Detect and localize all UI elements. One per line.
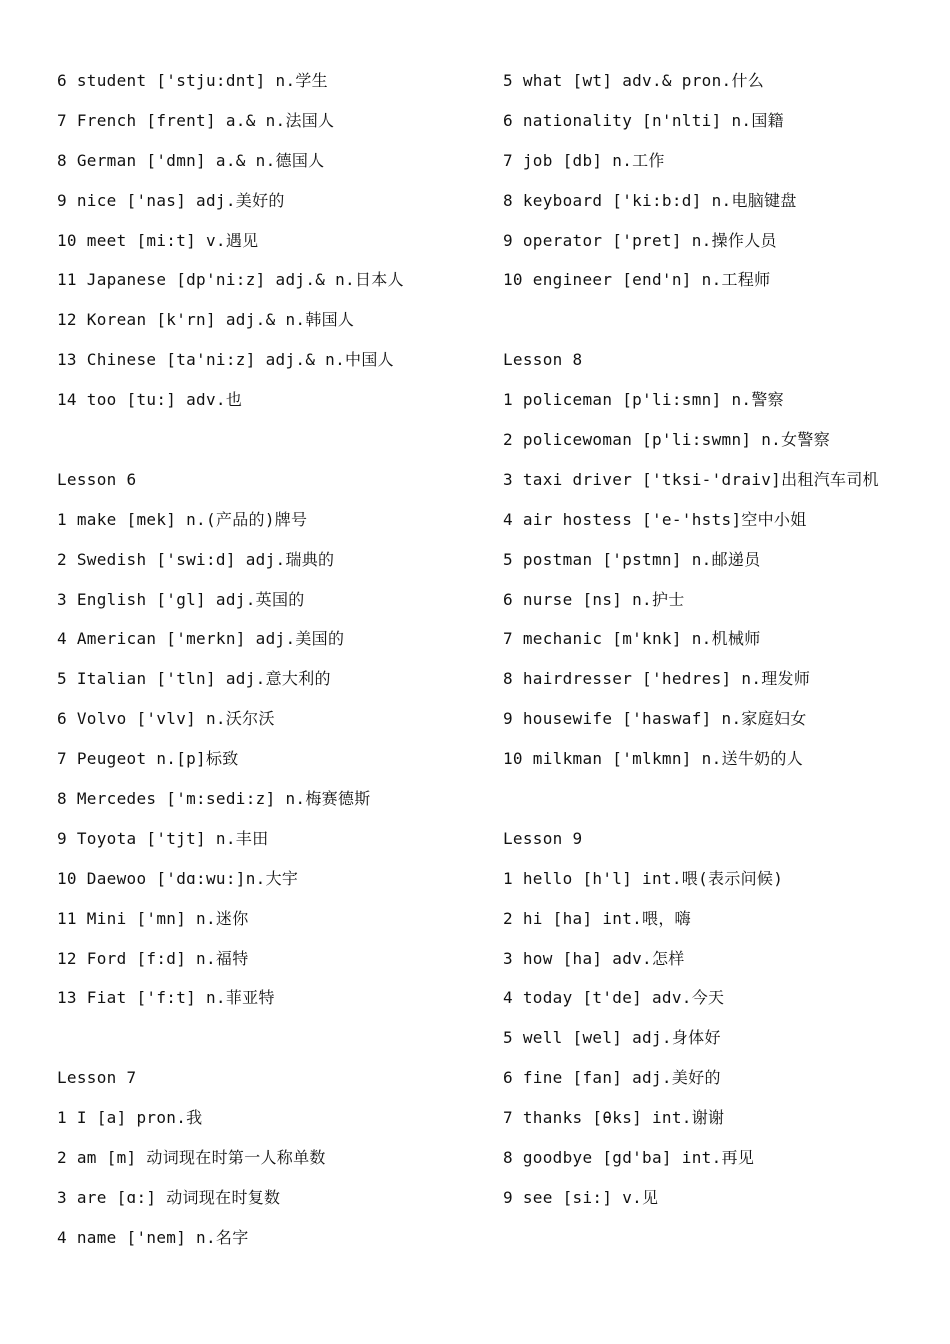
vocab-entry: 1 I [a] pron.我 [57,1108,203,1128]
vocab-entry: 6 student ['stju:dnt] n.学生 [57,71,328,90]
vocab-entry: 5 Italian ['tln] adj.意大利的 [57,669,331,689]
vocab-entry: 9 nice ['nas] adj.美好的 [57,190,285,210]
lesson-heading: Lesson 9 [503,828,583,848]
vocab-entry: 8 keyboard ['ki:b:d] n.电脑键盘 [503,190,797,210]
blank-line [57,425,477,465]
vocab-entry: 7 mechanic [m'knk] n.机械师 [503,629,761,649]
vocab-entry: 6 nationality [n'nlti] n.国籍 [503,110,784,130]
vocab-entry: 10 meet [mi:t] v.遇见 [57,230,259,250]
vocab-entry: 14 too [tu:] adv.也 [57,390,243,410]
vocab-entry: 8 goodbye [gd'ba] int.再见 [503,1148,755,1168]
vocab-entry: 6 fine [fan] adj.美好的 [503,1068,721,1088]
vocab-entry: 6 nurse [ns] n.护士 [503,589,685,609]
vocab-entry: 13 Chinese [ta'ni:z] adj.& n.中国人 [57,350,394,370]
vocab-entry: 9 operator ['pret] n.操作人员 [503,230,777,250]
vocab-entry: 2 Swedish ['swi:d] adj.瑞典的 [57,549,335,569]
vocab-entry: 3 how [ha] adv.怎样 [503,948,685,968]
vocab-entry: 3 English ['gl] adj.英国的 [57,589,305,609]
lesson-heading: Lesson 7 [57,1068,137,1088]
lesson-heading: Lesson 6 [57,469,137,489]
vocab-entry: 7 job [db] n.工作 [503,150,665,170]
vocab-entry: 9 see [si:] v.见 [503,1187,659,1207]
vocab-entry: 1 policeman [p'li:smn] n.警察 [503,390,784,410]
vocab-entry: 13 Fiat ['f:t] n.菲亚特 [57,988,275,1008]
vocab-entry: 12 Ford [f:d] n.福特 [57,948,249,968]
blank-line [57,1023,477,1063]
vocab-entry: 10 engineer [end'n] n.工程师 [503,270,771,290]
vocab-entry: 6 Volvo ['vlv] n.沃尔沃 [57,709,275,729]
vocab-entry: 1 make [mek] n.(产品的)牌号 [57,509,308,529]
vocab-entry: 4 air hostess ['e-'hsts]空中小姐 [503,509,807,529]
vocab-entry: 8 hairdresser ['hedres] n.理发师 [503,669,811,689]
vocab-entry: 5 well [wel] adj.身体好 [503,1028,721,1048]
vocab-entry: 10 Daewoo ['dɑ:wu:]n.大宇 [57,868,299,888]
vocab-entry: 11 Mini ['mn] n.迷你 [57,908,249,928]
vocab-entry: 12 Korean [k'rn] adj.& n.韩国人 [57,310,355,330]
blank-line [503,305,923,345]
vocab-entry: 1 hello [h'l] int.喂(表示问候) [503,868,784,888]
vocab-entry: 11 Japanese [dp'ni:z] adj.& n.日本人 [57,270,404,290]
vocab-entry: 2 policewoman [p'li:swmn] n.女警察 [503,430,831,450]
vocab-entry: 4 today [t'de] adv.今天 [503,988,725,1008]
vocab-entry: 5 what [wt] adv.& pron.什么 [503,71,765,90]
vocab-entry: 7 thanks [θks] int.谢谢 [503,1108,725,1128]
right-column [503,66,923,1223]
vocab-entry: 4 American ['merkn] adj.美国的 [57,629,345,649]
vocab-entry: 7 French [frent] a.& n.法国人 [57,110,335,130]
vocab-entry: 10 milkman ['mlkmn] n.送牛奶的人 [503,749,804,769]
vocab-entry: 9 housewife ['haswaf] n.家庭妇女 [503,709,807,729]
vocab-entry: 5 postman ['pstmn] n.邮递员 [503,549,761,569]
vocab-entry: 8 Mercedes ['m:sedi:z] n.梅赛德斯 [57,789,371,809]
vocab-entry: 3 are [ɑ:] 动词现在时复数 [57,1187,281,1207]
vocab-entry: 4 name ['nem] n.名字 [57,1227,249,1247]
vocab-entry: 9 Toyota ['tjt] n.丰田 [57,828,269,848]
vocab-entry: 3 taxi driver ['tksi-'draiv]出租汽车司机 [503,469,879,489]
vocab-entry: 2 am [m] 动词现在时第一人称单数 [57,1148,326,1168]
vocab-entry: 7 Peugeot n.[p]标致 [57,749,239,769]
lesson-heading: Lesson 8 [503,350,583,370]
left-column [57,66,477,1263]
vocab-entry: 8 German ['dmn] a.& n.德国人 [57,150,325,170]
vocab-entry: 2 hi [ha] int.喂，嗨 [503,908,691,928]
blank-line [503,784,923,824]
